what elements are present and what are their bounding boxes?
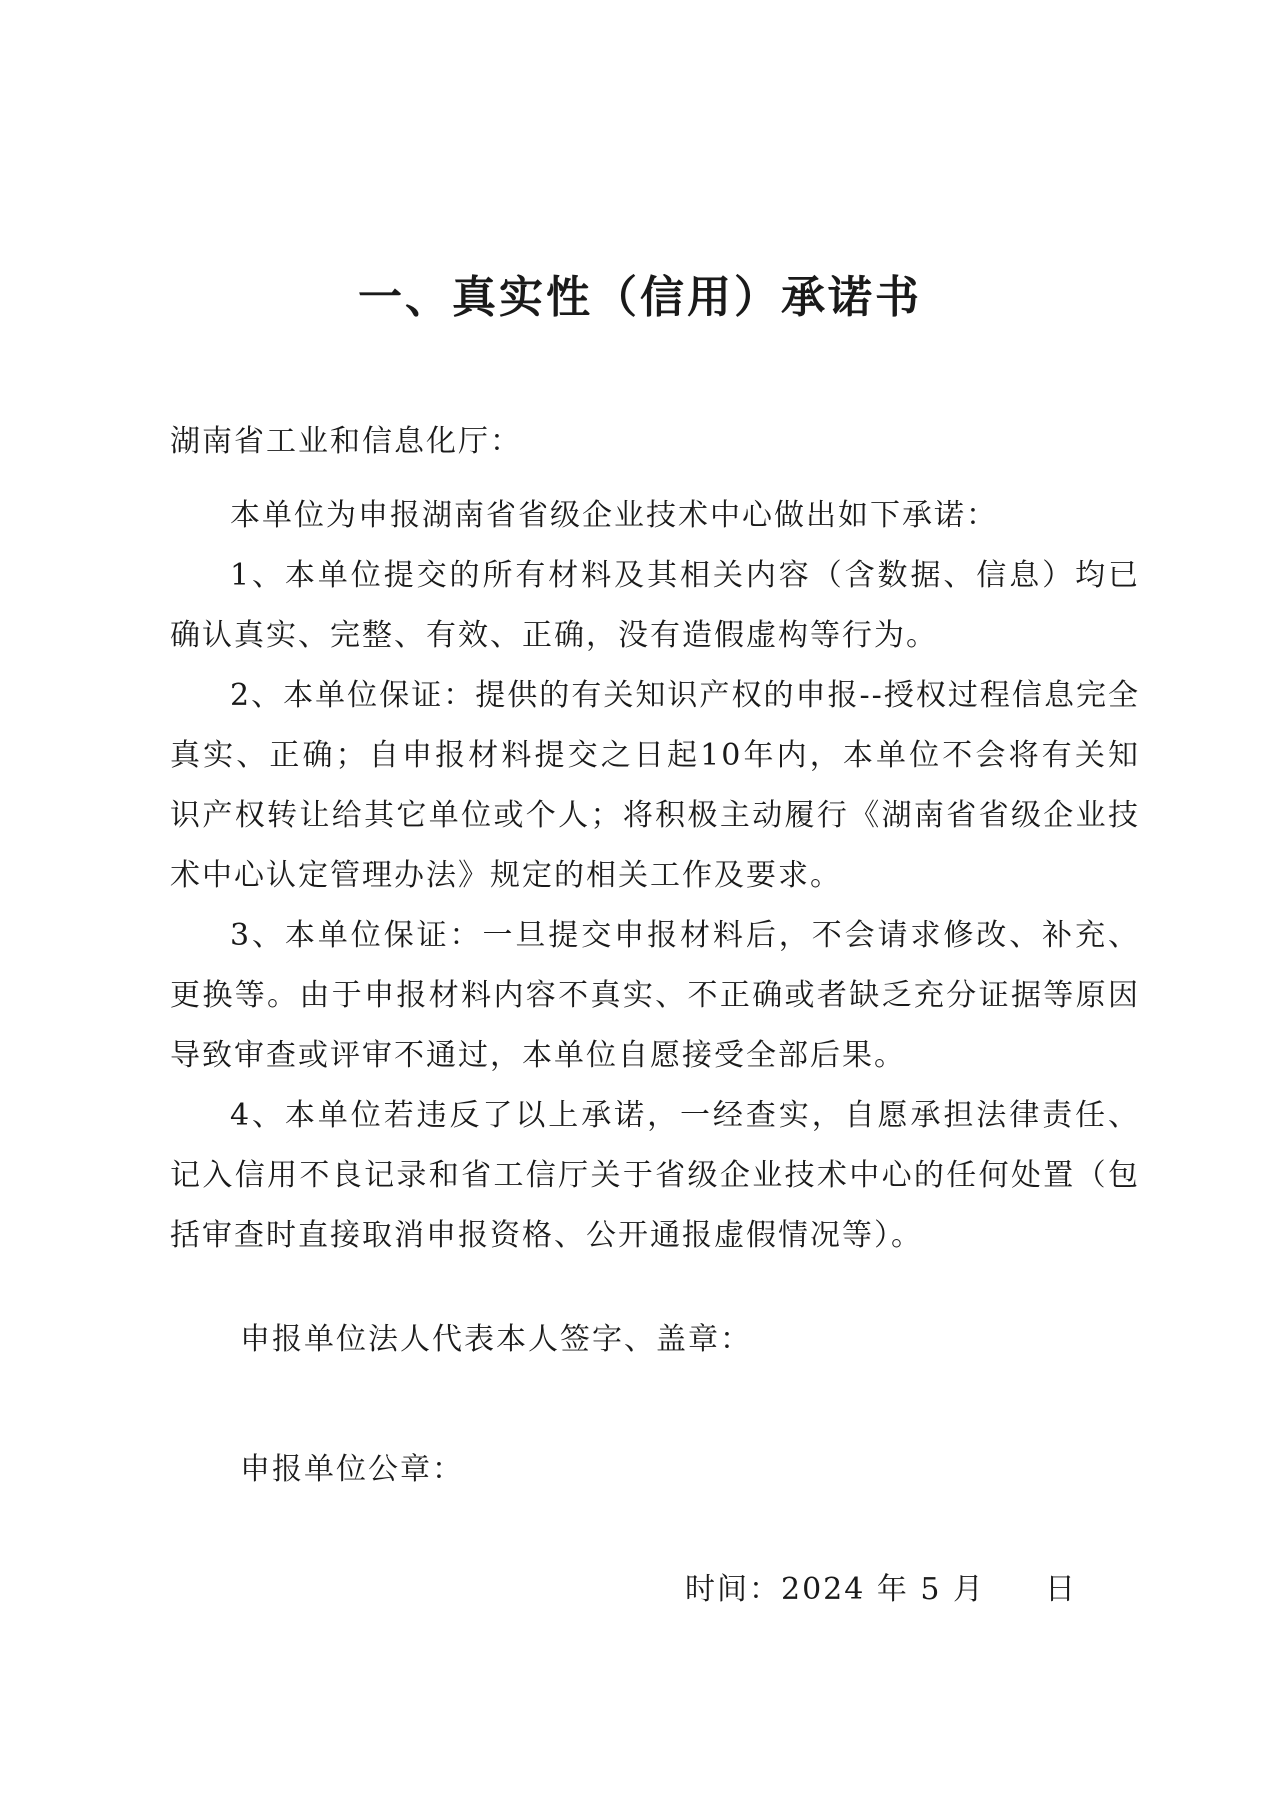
commitment-paragraph-3: 3、本单位保证：一旦提交申报材料后，不会请求修改、补充、更换等。由于申报材料内容不真实、不正确或者缺乏充分证据等原因导致审查或评审不通过，本单位自愿接受全部后果。: [170, 918, 1140, 1073]
date-prefix: 时间：: [685, 1572, 781, 1607]
legal-rep-signature-label: 申报单位法人代表本人签字、盖章：: [240, 1322, 752, 1357]
commitment-paragraph-2: 2、本单位保证：提供的有关知识产权的申报--授权过程信息完全真实、正确；自申报材料提交之日起10年内，本单位不会将有关知识产权转让给其它单位或个人；将积极主动履行《湖南省省级企业技术中心认定管理办法》规定的相关工作及要求。: [170, 678, 1140, 893]
commitment-paragraph-4: 4、本单位若违反了以上承诺，一经查实，自愿承担法律责任、记入信用不良记录和省工信厅关于省级企业技术中心的任何处置（包括审查时直接取消申报资格、公开通报虚假情况等）。: [170, 1098, 1140, 1253]
date-line: [685, 1568, 1077, 1612]
company-seal-label: 申报单位公章：: [240, 1452, 464, 1487]
document-title: 一、真实性（信用）承诺书: [358, 272, 922, 323]
date-day-suffix: 日: [1045, 1572, 1078, 1607]
date-year-month: 2024 年 5 月: [781, 1572, 986, 1607]
document-body: [170, 486, 1140, 1266]
salutation: 湖南省工业和信息化厅：: [170, 424, 522, 459]
commitment-paragraph-1: 1、本单位提交的所有材料及其相关内容（含数据、信息）均已确认真实、完整、有效、正确，没有造假虚构等行为。: [170, 558, 1140, 653]
intro-paragraph: 本单位为申报湖南省省级企业技术中心做出如下承诺：: [230, 498, 998, 533]
